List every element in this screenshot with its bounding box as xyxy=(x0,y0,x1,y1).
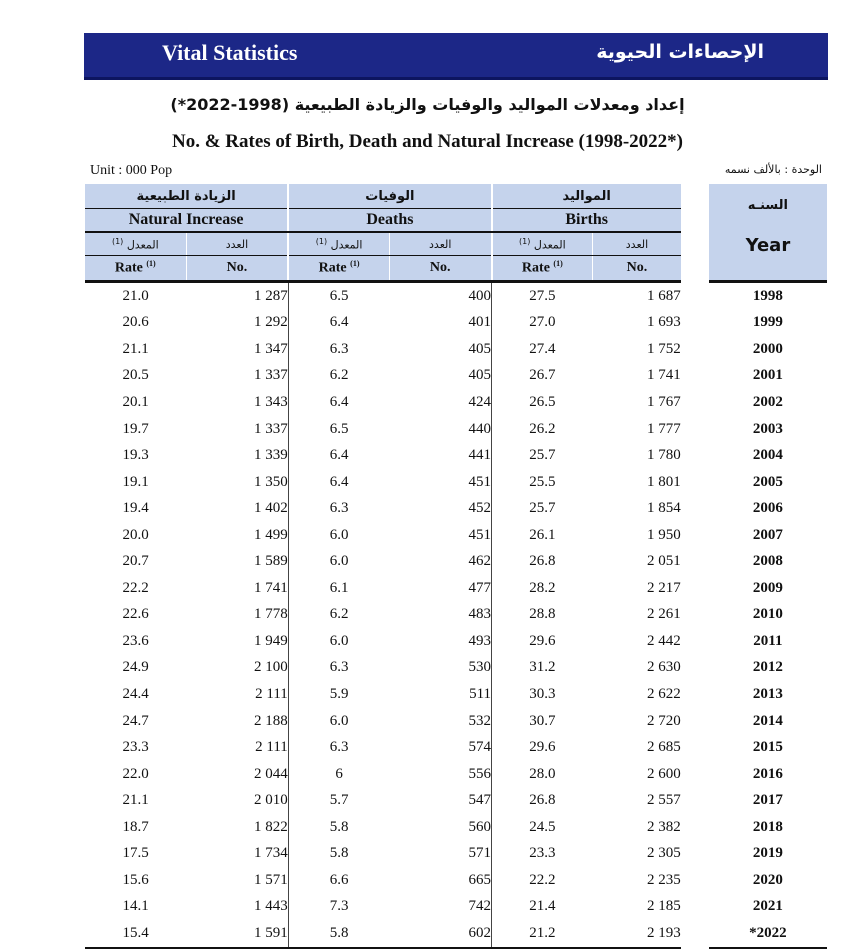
natural-increase-number-cell: 1 571 xyxy=(186,867,288,894)
death-number-cell: 742 xyxy=(389,894,491,921)
table-row xyxy=(85,469,827,496)
natural-increase-rate-cell: 14.1 xyxy=(122,898,149,915)
rate-label-en: Rate xyxy=(114,260,143,276)
table-row xyxy=(85,628,827,655)
birth-rate-cell: 25.5 xyxy=(492,469,593,496)
natural-increase-rate-cell: 20.5 xyxy=(122,367,149,384)
year-cell: 2014 xyxy=(695,708,827,735)
year-cell: 2013 xyxy=(695,681,827,708)
birth-rate-cell: 28.2 xyxy=(492,575,593,602)
death-number-cell: 493 xyxy=(389,628,491,655)
year-cell: 2004 xyxy=(695,442,827,469)
natural-increase-rate-cell: 18.7 xyxy=(122,818,149,835)
death-rate-cell: 6.3 xyxy=(288,655,389,682)
birth-number-cell: 2 051 xyxy=(593,548,695,575)
table-row xyxy=(85,442,827,469)
group-births-en: Births xyxy=(492,209,695,233)
death-number-cell: 451 xyxy=(389,469,491,496)
group-deaths-en: Deaths xyxy=(288,209,491,233)
death-number-cell: 574 xyxy=(389,734,491,761)
rate-label-en: Rate xyxy=(521,260,550,276)
death-rate-cell: 6.4 xyxy=(288,389,389,416)
natural-increase-number-cell: 1 292 xyxy=(186,310,288,337)
year-cell: 2015 xyxy=(695,734,827,761)
birth-rate-cell: 21.2 xyxy=(492,920,593,948)
birth-number-cell: 2 442 xyxy=(593,628,695,655)
rate-label-en: Rate xyxy=(318,260,347,276)
death-number-cell: 556 xyxy=(389,761,491,788)
unit-label-ar: الوحدة : بالألف نسمه xyxy=(724,163,822,176)
table-body xyxy=(85,282,827,948)
birth-rate-cell: 26.8 xyxy=(492,548,593,575)
group-natural-increase-ar: الزيادة الطبيعية xyxy=(85,184,288,209)
death-rate-cell: 6.3 xyxy=(288,495,389,522)
death-rate-cell: 6.5 xyxy=(288,282,389,310)
table-row xyxy=(85,310,827,337)
table-row xyxy=(85,389,827,416)
table-row xyxy=(85,920,827,948)
natural-increase-rate-cell: 24.7 xyxy=(122,712,149,729)
table-row xyxy=(85,867,827,894)
birth-number-cell: 1 777 xyxy=(593,416,695,443)
death-number-cell: 462 xyxy=(389,548,491,575)
death-rate-cell: 6.3 xyxy=(288,336,389,363)
death-number-cell: 602 xyxy=(389,920,491,948)
death-rate-cell: 6.0 xyxy=(288,522,389,549)
natural-increase-number-cell: 2 044 xyxy=(186,761,288,788)
year-cell: 2018 xyxy=(695,814,827,841)
death-rate-cell: 6.0 xyxy=(288,548,389,575)
death-number-cell: 547 xyxy=(389,787,491,814)
b-no-header-en: No. xyxy=(593,256,695,282)
natural-increase-number-cell: 1 287 xyxy=(186,282,288,310)
birth-rate-cell: 22.2 xyxy=(492,867,593,894)
b-rate-header-ar xyxy=(492,232,593,256)
table-row xyxy=(85,416,827,443)
death-rate-cell: 7.3 xyxy=(288,894,389,921)
table-row xyxy=(85,681,827,708)
death-number-cell: 405 xyxy=(389,363,491,390)
natural-increase-rate-cell: 15.6 xyxy=(122,871,149,888)
birth-number-cell: 2 600 xyxy=(593,761,695,788)
year-cell: 1999 xyxy=(695,310,827,337)
birth-rate-cell: 27.5 xyxy=(492,282,593,310)
year-cell: *2022 xyxy=(695,920,827,948)
natural-increase-number-cell: 1 337 xyxy=(186,416,288,443)
year-header-en: Year xyxy=(745,235,791,256)
table-row xyxy=(85,548,827,575)
year-cell: 2016 xyxy=(695,761,827,788)
birth-rate-cell: 25.7 xyxy=(492,495,593,522)
death-number-cell: 665 xyxy=(389,867,491,894)
death-number-cell: 441 xyxy=(389,442,491,469)
death-rate-cell: 5.9 xyxy=(288,681,389,708)
year-cell: 2010 xyxy=(695,602,827,629)
natural-increase-number-cell: 1 949 xyxy=(186,628,288,655)
birth-rate-cell: 23.3 xyxy=(492,840,593,867)
birth-rate-cell: 28.8 xyxy=(492,602,593,629)
death-rate-cell: 6 xyxy=(288,761,389,788)
natural-increase-rate-cell: 21.1 xyxy=(122,792,149,809)
birth-number-cell: 2 630 xyxy=(593,655,695,682)
death-number-cell: 424 xyxy=(389,389,491,416)
table-title-english: No. & Rates of Birth, Death and Natural Increase (1998-2022*) xyxy=(171,131,683,152)
ni-no-header-ar: العدد xyxy=(186,232,288,256)
natural-increase-number-cell: 1 734 xyxy=(186,840,288,867)
year-cell: 2017 xyxy=(695,787,827,814)
birth-number-cell: 2 235 xyxy=(593,867,695,894)
natural-increase-rate-cell: 15.4 xyxy=(85,920,186,948)
table-row xyxy=(85,787,827,814)
natural-increase-rate-cell: 19.7 xyxy=(122,420,149,437)
year-cell: 2003 xyxy=(695,416,827,443)
year-column-header xyxy=(695,184,827,282)
natural-increase-number-cell: 1 350 xyxy=(186,469,288,496)
death-rate-cell: 6.4 xyxy=(288,310,389,337)
natural-increase-rate-cell: 22.0 xyxy=(122,765,149,782)
natural-increase-number-cell: 1 402 xyxy=(186,495,288,522)
birth-rate-cell: 26.1 xyxy=(492,522,593,549)
birth-number-cell: 2 685 xyxy=(593,734,695,761)
footnote-mark: (1) xyxy=(519,236,531,246)
birth-rate-cell: 29.6 xyxy=(492,734,593,761)
death-rate-cell: 6.2 xyxy=(288,602,389,629)
birth-rate-cell: 26.7 xyxy=(492,363,593,390)
year-cell: 2009 xyxy=(695,575,827,602)
death-number-cell: 532 xyxy=(389,708,491,735)
table-row xyxy=(85,734,827,761)
table-row xyxy=(85,522,827,549)
ni-no-header-en: No. xyxy=(186,256,288,282)
natural-increase-rate-cell: 21.1 xyxy=(122,340,149,357)
table-row xyxy=(85,336,827,363)
birth-number-cell: 2 382 xyxy=(593,814,695,841)
year-cell: 2007 xyxy=(695,522,827,549)
birth-number-cell: 2 185 xyxy=(593,894,695,921)
death-number-cell: 405 xyxy=(389,336,491,363)
natural-increase-number-cell: 1 499 xyxy=(186,522,288,549)
birth-rate-cell: 27.4 xyxy=(492,336,593,363)
birth-rate-cell: 28.0 xyxy=(492,761,593,788)
footnote-mark: (1) xyxy=(146,259,156,269)
death-number-cell: 477 xyxy=(389,575,491,602)
natural-increase-number-cell: 2 111 xyxy=(186,734,288,761)
rate-label-ar: المعدل xyxy=(126,238,159,252)
natural-increase-rate-cell: 20.1 xyxy=(122,393,149,410)
ni-rate-header-en xyxy=(85,256,186,282)
birth-rate-cell: 24.5 xyxy=(492,814,593,841)
death-rate-cell: 6.5 xyxy=(288,416,389,443)
table-row xyxy=(85,363,827,390)
natural-increase-number-cell: 2 188 xyxy=(186,708,288,735)
table-row xyxy=(85,575,827,602)
death-number-cell: 571 xyxy=(389,840,491,867)
d-rate-header-ar xyxy=(288,232,389,256)
death-rate-cell: 5.8 xyxy=(288,920,389,948)
table-row xyxy=(85,655,827,682)
natural-increase-rate-cell: 19.4 xyxy=(122,500,149,517)
birth-number-cell: 1 854 xyxy=(593,495,695,522)
year-cell: 2011 xyxy=(695,628,827,655)
birth-rate-cell: 30.7 xyxy=(492,708,593,735)
birth-rate-cell: 26.2 xyxy=(492,416,593,443)
death-number-cell: 452 xyxy=(389,495,491,522)
death-number-cell: 401 xyxy=(389,310,491,337)
table-row xyxy=(85,761,827,788)
natural-increase-number-cell: 2 111 xyxy=(186,681,288,708)
birth-rate-cell: 31.2 xyxy=(492,655,593,682)
table-row xyxy=(85,602,827,629)
death-number-cell: 530 xyxy=(389,655,491,682)
natural-increase-number-cell: 2 010 xyxy=(186,787,288,814)
birth-number-cell: 2 217 xyxy=(593,575,695,602)
natural-increase-rate-cell: 23.6 xyxy=(122,632,149,649)
d-no-header-ar: العدد xyxy=(389,232,491,256)
death-rate-cell: 5.8 xyxy=(288,814,389,841)
death-rate-cell: 6.0 xyxy=(288,628,389,655)
table-row xyxy=(85,708,827,735)
natural-increase-rate-cell: 21.0 xyxy=(122,287,149,304)
year-cell: 2001 xyxy=(695,363,827,390)
vital-statistics-table xyxy=(85,184,827,949)
death-rate-cell: 6.3 xyxy=(288,734,389,761)
birth-number-cell: 1 950 xyxy=(593,522,695,549)
year-cell: 2008 xyxy=(695,548,827,575)
natural-increase-rate-cell: 20.6 xyxy=(122,314,149,331)
rate-label-ar: المعدل xyxy=(533,238,566,252)
unit-label-en: Unit : 000 Pop xyxy=(90,163,173,178)
year-cell: 2006 xyxy=(695,495,827,522)
d-rate-header-en xyxy=(288,256,389,282)
table-row xyxy=(85,840,827,867)
birth-number-cell: 1 780 xyxy=(593,442,695,469)
death-number-cell: 400 xyxy=(389,282,491,310)
natural-increase-rate-cell: 20.7 xyxy=(122,553,149,570)
natural-increase-rate-cell: 22.6 xyxy=(122,606,149,623)
natural-increase-number-cell: 1 347 xyxy=(186,336,288,363)
birth-number-cell: 2 193 xyxy=(593,920,695,948)
birth-rate-cell: 21.4 xyxy=(492,894,593,921)
death-rate-cell: 5.8 xyxy=(288,840,389,867)
table-title-arabic: إعداد ومعدلات المواليد والوفيات والزيادة الطبيعية (1998-2022*) xyxy=(170,95,685,114)
natural-increase-number-cell: 1 343 xyxy=(186,389,288,416)
birth-number-cell: 2 305 xyxy=(593,840,695,867)
year-cell: 1998 xyxy=(695,282,827,310)
natural-increase-rate-cell: 22.2 xyxy=(122,579,149,596)
natural-increase-rate-cell: 17.5 xyxy=(122,845,149,862)
natural-increase-rate-cell: 24.9 xyxy=(122,659,149,676)
natural-increase-number-cell: 1 778 xyxy=(186,602,288,629)
birth-rate-cell: 29.6 xyxy=(492,628,593,655)
birth-number-cell: 1 741 xyxy=(593,363,695,390)
footnote-mark: (1) xyxy=(315,236,328,246)
year-header-ar: السنـه xyxy=(747,198,788,213)
footnote-mark: (1) xyxy=(111,236,124,246)
death-rate-cell: 6.4 xyxy=(288,469,389,496)
natural-increase-number-cell: 1 741 xyxy=(186,575,288,602)
natural-increase-number-cell: 2 100 xyxy=(186,655,288,682)
ni-rate-header-ar xyxy=(85,232,186,256)
table-header xyxy=(85,184,827,282)
b-no-header-ar: العدد xyxy=(593,232,695,256)
natural-increase-rate-cell: 23.3 xyxy=(122,739,149,756)
birth-number-cell: 1 693 xyxy=(593,310,695,337)
year-cell: 2012 xyxy=(695,655,827,682)
rate-label-ar: المعدل xyxy=(330,238,363,252)
natural-increase-rate-cell: 24.4 xyxy=(122,685,149,702)
year-cell: 2000 xyxy=(695,336,827,363)
death-rate-cell: 6.6 xyxy=(288,867,389,894)
birth-number-cell: 2 261 xyxy=(593,602,695,629)
death-number-cell: 511 xyxy=(389,681,491,708)
year-cell: 2002 xyxy=(695,389,827,416)
d-no-header-en: No. xyxy=(389,256,491,282)
birth-number-cell: 2 622 xyxy=(593,681,695,708)
table-row xyxy=(85,814,827,841)
death-number-cell: 483 xyxy=(389,602,491,629)
birth-rate-cell: 30.3 xyxy=(492,681,593,708)
table-row xyxy=(85,282,827,310)
birth-number-cell: 2 557 xyxy=(593,787,695,814)
birth-number-cell: 2 720 xyxy=(593,708,695,735)
footnote-mark: (1) xyxy=(553,259,563,269)
natural-increase-number-cell: 1 443 xyxy=(186,894,288,921)
banner-title-ar: الإحصاءات الحيوية xyxy=(596,41,764,63)
group-natural-increase-en: Natural Increase xyxy=(85,209,288,233)
natural-increase-number-cell: 1 591 xyxy=(186,920,288,948)
banner-title-en: Vital Statistics xyxy=(162,40,298,65)
death-rate-cell: 6.2 xyxy=(288,363,389,390)
death-number-cell: 560 xyxy=(389,814,491,841)
death-rate-cell: 6.0 xyxy=(288,708,389,735)
death-number-cell: 440 xyxy=(389,416,491,443)
death-rate-cell: 6.4 xyxy=(288,442,389,469)
birth-rate-cell: 25.7 xyxy=(492,442,593,469)
birth-rate-cell: 26.5 xyxy=(492,389,593,416)
year-cell: 2020 xyxy=(695,867,827,894)
death-rate-cell: 6.1 xyxy=(288,575,389,602)
table-row xyxy=(85,495,827,522)
natural-increase-rate-cell: 19.1 xyxy=(122,473,149,490)
page-banner xyxy=(84,33,828,80)
year-cell: 2019 xyxy=(695,840,827,867)
year-cell: 2005 xyxy=(695,469,827,496)
natural-increase-number-cell: 1 339 xyxy=(186,442,288,469)
birth-number-cell: 1 801 xyxy=(593,469,695,496)
year-cell: 2021 xyxy=(695,894,827,921)
death-number-cell: 451 xyxy=(389,522,491,549)
footnote-mark: (1) xyxy=(350,259,360,269)
birth-rate-cell: 26.8 xyxy=(492,787,593,814)
group-deaths-ar: الوفيات xyxy=(288,184,491,209)
natural-increase-number-cell: 1 822 xyxy=(186,814,288,841)
natural-increase-rate-cell: 19.3 xyxy=(122,447,149,464)
birth-rate-cell: 27.0 xyxy=(492,310,593,337)
natural-increase-rate-cell: 20.0 xyxy=(122,526,149,543)
natural-increase-number-cell: 1 337 xyxy=(186,363,288,390)
natural-increase-number-cell: 1 589 xyxy=(186,548,288,575)
death-rate-cell: 5.7 xyxy=(288,787,389,814)
group-births-ar: المواليد xyxy=(492,184,695,209)
birth-number-cell: 1 687 xyxy=(593,282,695,310)
birth-number-cell: 1 752 xyxy=(593,336,695,363)
table-row xyxy=(85,894,827,921)
b-rate-header-en xyxy=(492,256,593,282)
birth-number-cell: 1 767 xyxy=(593,389,695,416)
